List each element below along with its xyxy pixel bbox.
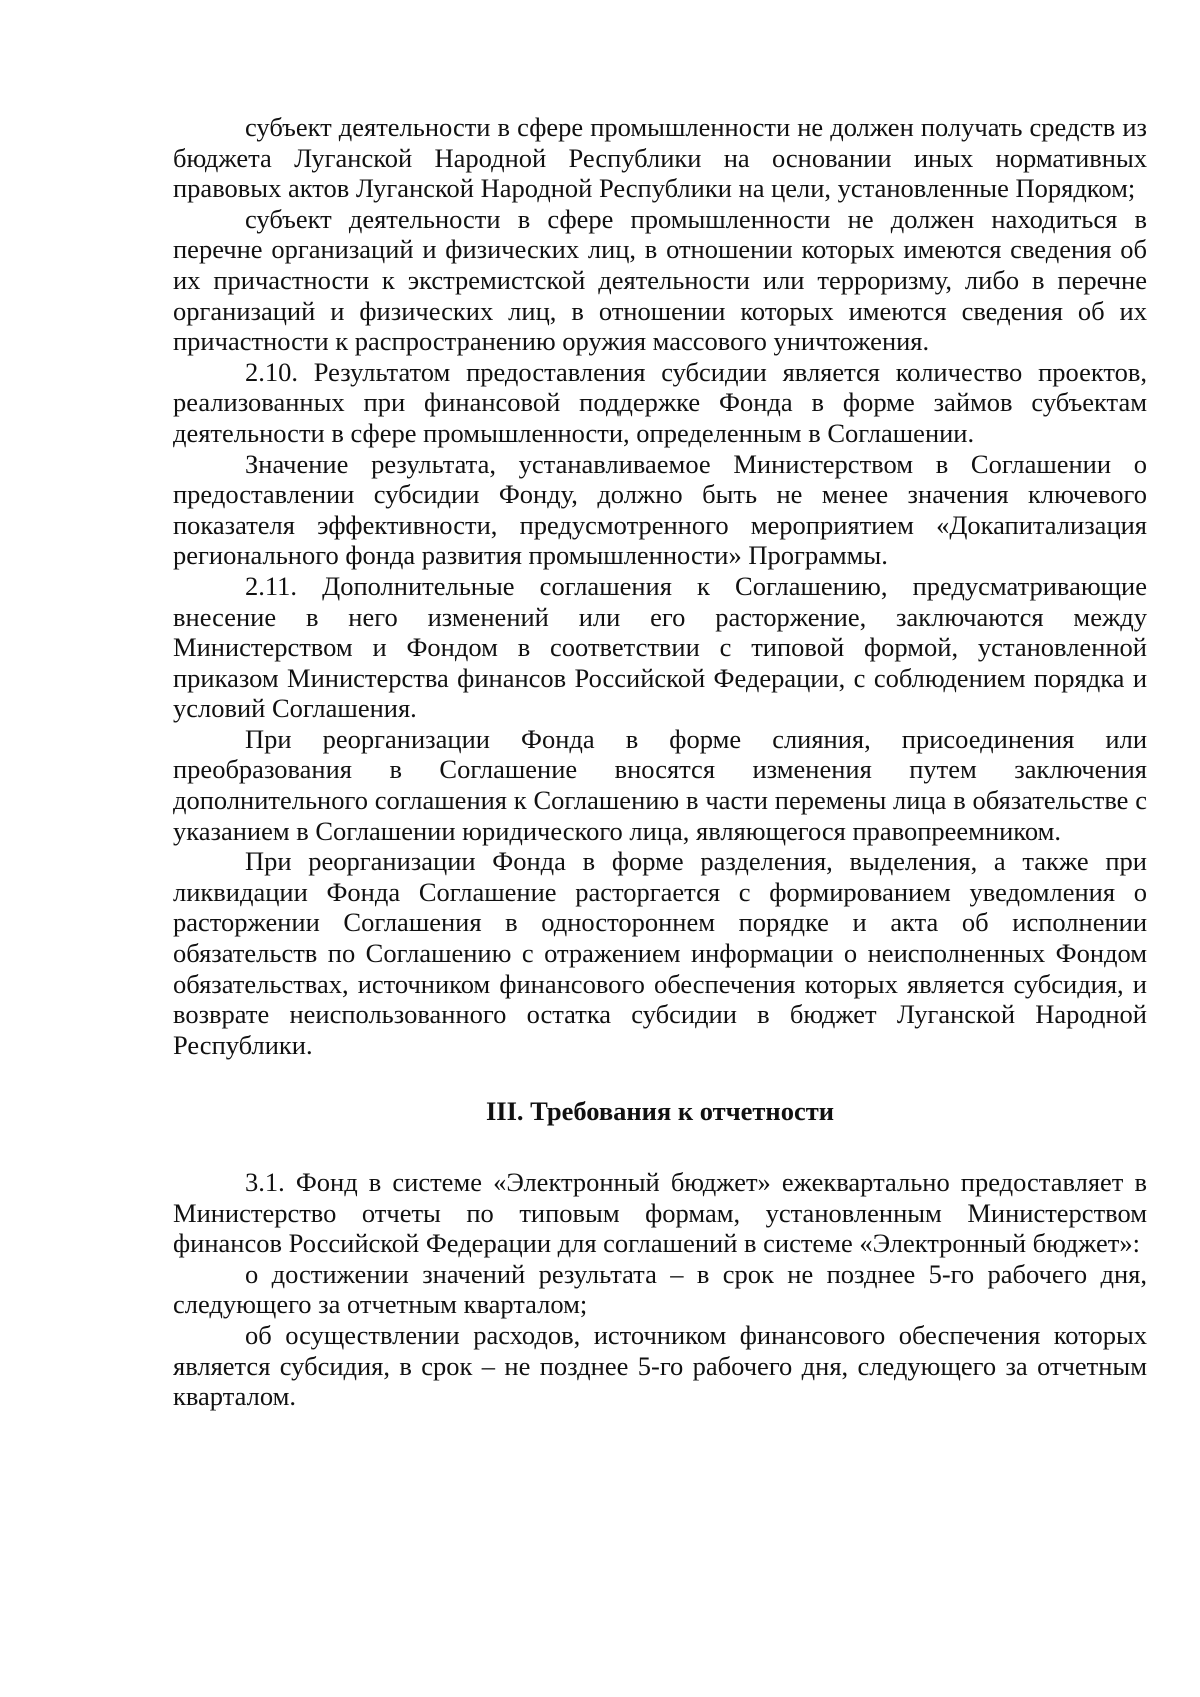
paragraph-result-value: Значение результата, устанавливаемое Министерством в Соглашении о предоставлении субсидии Фонду, должно быть не менее значения ключевого показателя эффективности, предусмотренного мероприятием «Докапитализация регионального фонда развития промышленности» Программы. xyxy=(173,448,1147,571)
paragraph-no-other-budget-funds: субъект деятельности в сфере промышленности не должен получать средств из бюджета Луганской Народной Республики на основании иных нормативных правовых актов Луганской Народной Республики на цели, установленные Порядком; xyxy=(173,112,1147,204)
paragraph-expenses-report: об осуществлении расходов, источником финансового обеспечения которых является субсидия, в срок – не позднее 5-го рабочего дня, следующего за отчетным кварталом. xyxy=(173,1319,1147,1412)
paragraph-reorganization-merger: При реорганизации Фонда в форме слияния, присоединения или преобразования в Соглашение вносятся изменения путем заключения дополнительного соглашения к Соглашению в части перемены лица в обязательстве с указанием в Соглашении юридического лица, являющегося правопреемником. xyxy=(173,723,1147,846)
document-page xyxy=(173,112,1147,1412)
paragraph-not-in-extremist-list: субъект деятельности в сфере промышленности не должен находиться в перечне организаций и физических лиц, в отношении которых имеются сведения об их причастности к экстремистской деятельности или терроризму, либо в перечне организаций и физических лиц, в отношении которых имеются сведения об их причастности к распространению оружия массового уничтожения. xyxy=(173,203,1147,357)
paragraph-reorganization-division: При реорганизации Фонда в форме разделения, выделения, а также при ликвидации Фонда Соглашение расторгается с формированием уведомления о расторжении Соглашения в одностороннем порядке и акта об исполнении обязательств по Соглашению с отражением информации о неисполненных Фондом обязательствах, источником финансового обеспечения которых является субсидия, и возврате неиспользованного остатка субсидии в бюджет Луганской Народной Республики. xyxy=(173,846,1147,1060)
paragraph-3-1-reports: 3.1. Фонд в системе «Электронный бюджет» ежеквартально предоставляет в Министерство отчеты по типовым формам, установленным Министерством финансов Российской Федерации для соглашений в системе «Электронный бюджет»: xyxy=(173,1167,1147,1259)
paragraph-2-11-additional-agreements: 2.11. Дополнительные соглашения к Соглашению, предусматривающие внесение в него изменений или его расторжение, заключаются между Министерством и Фондом в соответствии с типовой формой, установленной приказом Министерства финансов Российской Федерации, с соблюдением порядка и условий Соглашения. xyxy=(173,570,1147,724)
section-heading-reporting-requirements: III. Требования к отчетности xyxy=(485,1096,834,1127)
paragraph-2-10-subsidy-result: 2.10. Результатом предоставления субсидии является количество проектов, реализованных при финансовой поддержке Фонда в форме займов субъектам деятельности в сфере промышленности, определенным в Соглашении. xyxy=(173,356,1147,448)
paragraph-result-achievement-report: о достижении значений результата – в срок не позднее 5-го рабочего дня, следующего за отчетным кварталом; xyxy=(173,1258,1147,1320)
